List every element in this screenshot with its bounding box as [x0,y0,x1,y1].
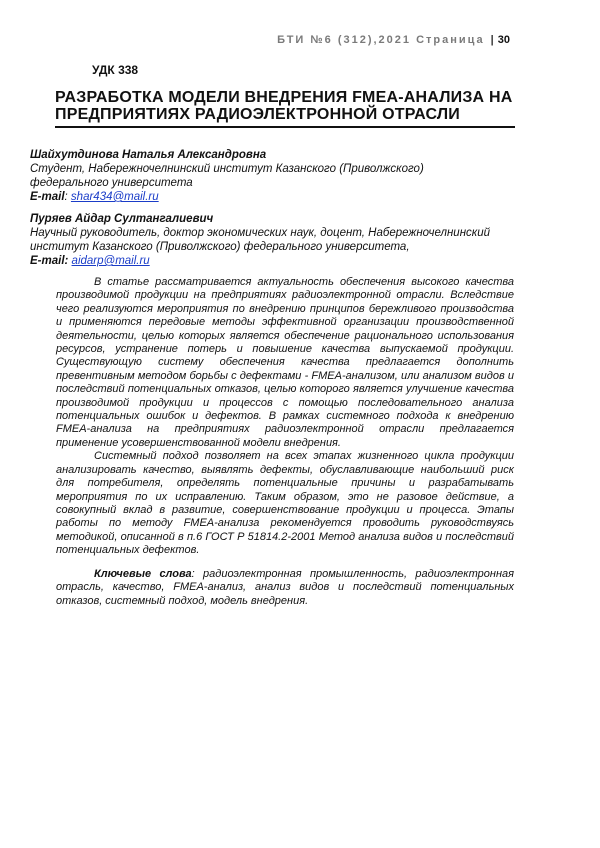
running-header [277,34,510,46]
abstract [56,276,514,558]
title-block [55,89,515,128]
author-affiliation-line: институт Казанского (Приволжского) федерального университета, [30,241,410,253]
journal-issue: БТИ №6 (312),2021 Страница [277,34,485,46]
email-link[interactable]: shar434@mail.ru [70,191,159,203]
author-name: Пуряев Айдар Султангалиевич [30,213,214,225]
abstract-paragraph: Системный подход позволяет на всех этапах жизненного цикла продукции анализировать качество, выявлять дефекты, обуславливающие наибольший риск для потребителя, определять потенциальные причины и разрабатывать мероприятия по их исправлению. Таким образом, это не разовое действие, а совокупный вклад в развитие, совершенствование продукции и процесса. Этапы работы по методу FMEA-анализа рекомендуется проводить руководствуясь методикой, описанной в п.6 ГОСТ Р 51814.2-2001 Метод анализа видов и последствий потенциальных дефектов. [56,450,514,557]
author-email-row [30,190,520,204]
author-block-2 [30,212,520,268]
author-affiliation-line: федерального университета [30,177,193,189]
email-link[interactable]: aidarp@mail.ru [71,255,150,267]
abstract-paragraph: В статье рассматривается актуальность обеспечения высокого качества производимой продукции на предприятиях радиоэлектронной отрасли. Вследствие чего реализуются мероприятия по внедрению принципов бережливого производства и применяются передовые методы эффективной организации производственной деятельности, целью которых является обеспечение рационального использования ресурсов, устранение потерь и повышение качества выпускаемой продукции. Существующую систему обеспечения качества предлагается дополнить превентивным методом борьбы с дефектами - FMEA-анализом, или анализом видов и последствий потенциальных отказов, целью которого является улучшение качества производимой продукции и процессов с помощью последовательного анализа потенциальных ошибок и дефектов. В рамках системного подхода к внедрению FMEA-анализа на предприятиях радиоэлектронной отрасли предлагается применение усовершенствованной модели внедрения. [56,276,514,449]
page-number: 30 [497,34,510,46]
email-label: E-mail: [30,255,69,267]
author-email-row [30,254,520,268]
udk-code: УДК 338 [92,63,139,77]
author-affiliation-line: Научный руководитель, доктор экономических наук, доцент, Набережночелнинский [30,227,491,239]
keywords-text: радиоэлектронная промышленность, радиоэлектронная отрасль, качество, FMEA-анализ, анализ видов и последствий потенциальных отказов, системный подход, модель внедрения. [56,568,514,607]
article-title: РАЗРАБОТКА МОДЕЛИ ВНЕДРЕНИЯ FMEA-АНАЛИЗА НА ПРЕДПРИЯТИЯХ РАДИОЭЛЕКТРОННОЙ ОТРАСЛИ [55,89,513,123]
header-separator: | [490,34,494,46]
keywords-block [56,568,514,608]
author-block-1 [30,148,520,204]
keywords-label: Ключевые слова [94,568,192,580]
email-label: E-mail [30,191,65,203]
keywords-colon: : [191,568,195,580]
email-colon: : [64,191,68,203]
author-affiliation-line: Студент, Набережночелнинский институт Казанского (Приволжского) [30,163,424,175]
author-name: Шайхутдинова Наталья Александровна [30,149,267,161]
